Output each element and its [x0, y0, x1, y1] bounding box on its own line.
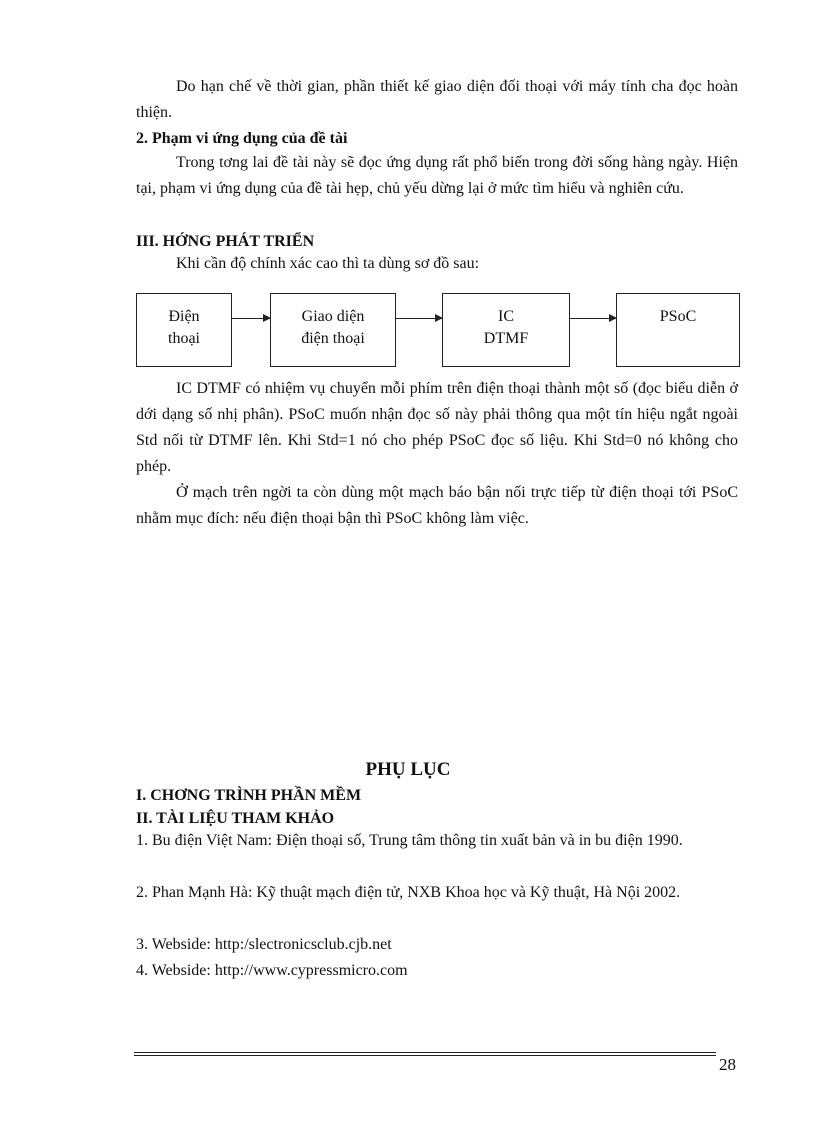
paragraph-design-limitation: Do hạn chế về thời gian, phần thiết kế giao diện đối thoại với máy tính cha đọc hoàn thiện.: [136, 78, 738, 121]
paragraph-diagram-intro: Khi cần độ chính xác cao thì ta dùng sơ đồ sau:: [176, 255, 480, 272]
box-ic-dtmf: [442, 293, 570, 367]
box-ic-dtmf-line2: DTMF: [483, 330, 529, 347]
appendix-title: PHỤ LỤC: [365, 759, 451, 780]
reference-1: 1. Bu điện Việt Nam: Điện thoại số, Trung tâm thông tin xuất bản và in bu điện 1990.: [136, 832, 683, 849]
box-psoc: [616, 293, 740, 367]
box-phone-interface: [270, 293, 396, 367]
box-phone-line2: thoại: [168, 330, 200, 347]
box-phone: [136, 293, 232, 367]
paragraph-application-scope: Trong tơng lai đề tài này sẽ đọc ứng dụng rất phổ biến trong đời sống hàng ngày. Hiện tại, phạm vi ứng dụng của đề tài hẹp, chủ yếu dừng lại ở mức tìm hiểu và nghiên cứu.: [136, 154, 738, 197]
section-references: II. TÀI LIỆU THAM KHẢO: [136, 810, 335, 827]
box-phone-line1: Điện: [168, 308, 200, 325]
reference-3: 3. Webside: http:/slectronicsclub.cjb.net: [136, 936, 392, 953]
box-phone-interface-line1: Giao diện: [301, 308, 365, 325]
arrow-2: [396, 318, 442, 319]
page-number: 28: [719, 1055, 736, 1074]
heading-application-scope: 2. Phạm vi ứng dụng của đề tài: [136, 130, 348, 147]
arrow-1: [232, 318, 270, 319]
section-software: I. CHƠNG TRÌNH PHẦN MỀM: [136, 787, 362, 804]
box-ic-dtmf-line1: IC: [498, 308, 514, 325]
reference-4: 4. Webside: http://www.cypressmicro.com: [136, 962, 408, 979]
box-psoc-line1: PSoC: [659, 308, 697, 325]
heading-development-direction: III. HỚNG PHÁT TRIỂN: [136, 233, 315, 250]
footer-rule-bottom: [134, 1055, 716, 1056]
paragraph-busy-circuit: Ở mạch trên ngời ta còn dùng một mạch báo bận nối trực tiếp từ điện thoại tới PSoC nhằm mục đích: nếu điện thoại bận thì PSoC không làm việc.: [136, 484, 738, 527]
paragraph-dtmf-description: IC DTMF có nhiệm vụ chuyển mỗi phím trên điện thoại thành một số (đọc biểu diễn ở dới dạng số nhị phân). PSoC muốn nhận đọc số này phải thông qua một tín hiệu ngắt ngoài Std nối từ DTMF lên. Khi Std=1 nó cho phép PSoC đọc số liệu. Khi Std=0 nó không cho phép.: [136, 380, 738, 475]
box-phone-interface-line2: điện thoại: [301, 330, 365, 347]
footer-rule-top: [134, 1052, 716, 1053]
reference-2: 2. Phan Mạnh Hà: Kỹ thuật mạch điện tử, NXB Khoa học và Kỹ thuật, Hà Nội 2002.: [136, 884, 681, 901]
arrow-3: [570, 318, 616, 319]
